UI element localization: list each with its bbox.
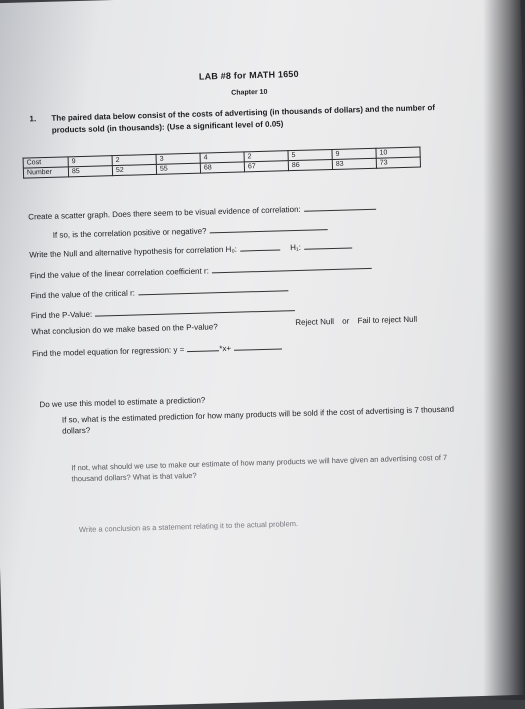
number-cell: 73 — [376, 157, 420, 168]
prediction-question-2: If so, what is the estimated prediction for how many products will be sold if the cost of advertising is 7 thousand dollars? — [61, 404, 455, 436]
answer-line — [209, 221, 327, 233]
question-positive: If so, is the correlation positive or negative? — [53, 221, 328, 240]
cost-cell: 4 — [200, 152, 244, 163]
answer-line — [187, 342, 219, 352]
number-cell: 85 — [68, 166, 112, 177]
cost-cell: 10 — [376, 147, 420, 158]
prediction-question-4: Write a conclusion as a statement relating it to the actual problem. — [78, 519, 299, 535]
problem-statement — [29, 102, 450, 138]
page-title: LAB #8 for MATH 1650 — [198, 68, 299, 82]
number-cell: 52 — [112, 164, 156, 175]
option-reject: Reject Null — [295, 316, 335, 328]
conclusion-options — [295, 315, 417, 327]
cost-cell: 2 — [112, 154, 156, 165]
answer-line — [304, 201, 376, 212]
cost-cell: 5 — [288, 149, 332, 160]
cost-cell: 2 — [244, 151, 288, 162]
problem-text: The paired data below consist of the costs of advertising (in thousands of dollars) and the number of products sold (in thousands): (Use a significant level of 0.05) — [51, 103, 436, 135]
question-scatter: Create a scatter graph. Does there seem to be visual evidence of correlation: — [28, 201, 376, 222]
question-pvalue: Find the P-Value: — [31, 302, 295, 320]
page-edge-shadow — [483, 0, 525, 700]
chapter-label: Chapter 10 — [231, 88, 268, 97]
cost-cell: 9 — [332, 148, 376, 159]
h1-label: H₁: — [290, 242, 301, 253]
data-table — [23, 146, 421, 178]
answer-line — [234, 340, 282, 350]
number-cell: 68 — [200, 162, 244, 173]
prediction-question-3: If not, what should we use to make our estimate of how many products we will have given an advertising cost of 7 thousand dollars? What is that value? — [71, 452, 448, 484]
row-label-number: Number — [23, 167, 68, 178]
row-label-cost: Cost — [23, 157, 68, 168]
question-equation: Find the model equation for regression: y = *x+ — [32, 340, 282, 358]
number-cell: 67 — [244, 161, 288, 172]
answer-line — [95, 302, 295, 317]
cost-cell: 9 — [68, 156, 112, 167]
problem-number: 1. — [29, 114, 37, 124]
answer-line — [138, 282, 288, 295]
answer-line — [304, 239, 352, 249]
number-cell: 83 — [332, 158, 376, 169]
question-hypothesis: Write the Null and alternative hypothesis for correlation H₀: H₁: — [29, 239, 352, 259]
question-critical: Find the value of the critical r: — [30, 282, 288, 300]
prediction-question-1: Do we use this model to estimate a prediction? — [39, 395, 206, 410]
number-cell: 86 — [288, 159, 332, 170]
answer-line — [240, 241, 280, 251]
h0-label: H₀: — [225, 244, 238, 254]
option-fail: Fail to reject Null — [357, 314, 418, 326]
option-or: or — [342, 316, 350, 326]
number-cell: 55 — [156, 163, 200, 174]
answer-line — [212, 260, 372, 273]
question-conclusion: What conclusion do we make based on the P-value? — [31, 322, 218, 337]
cost-cell: 3 — [156, 153, 200, 164]
question-r-value: Find the value of the linear correlation coefficient r: — [30, 260, 372, 281]
x-plus-label: *x+ — [219, 343, 232, 354]
